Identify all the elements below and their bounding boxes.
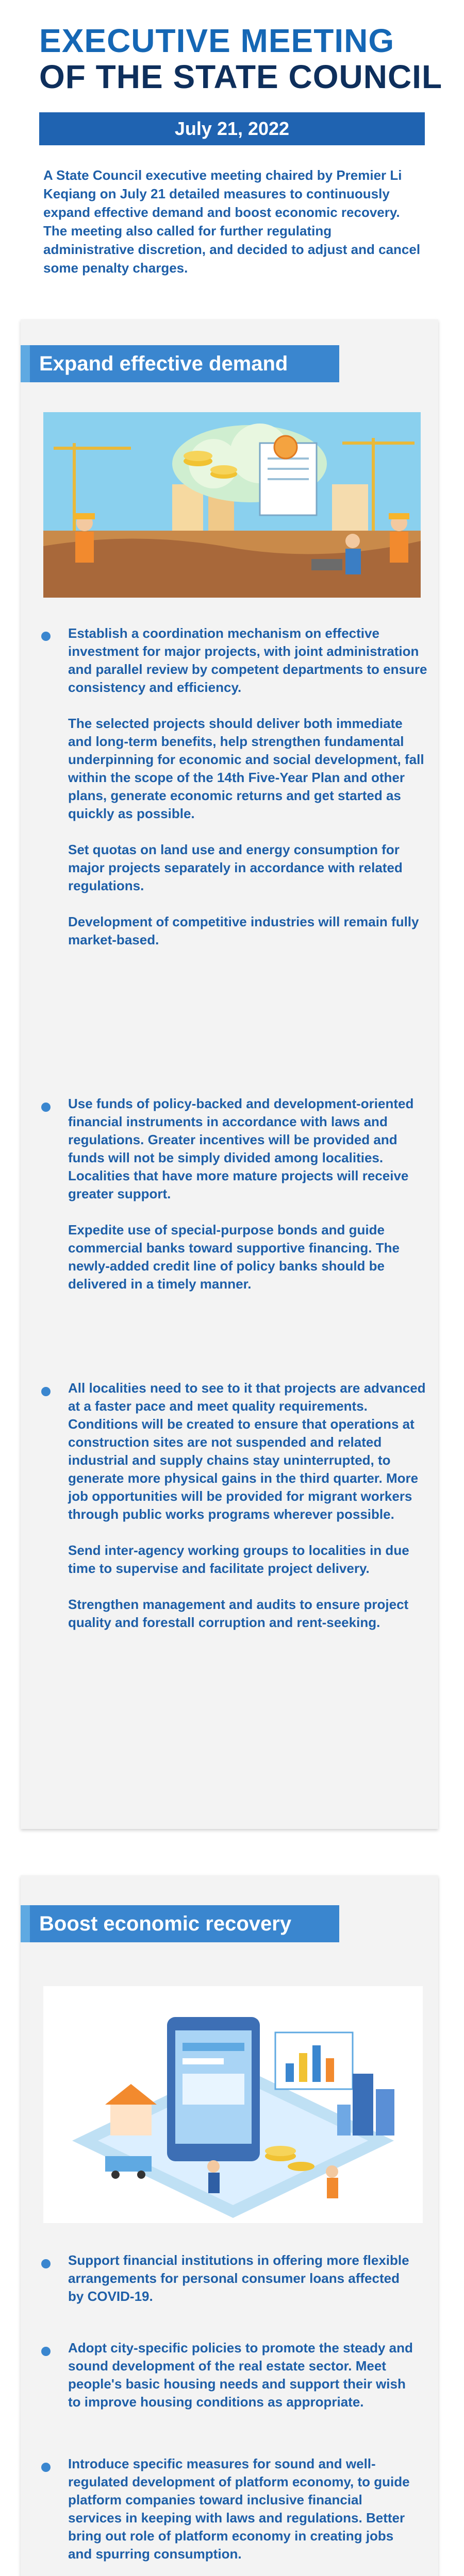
- platform-economy-illustration: [43, 1986, 423, 2223]
- paragraph: Use funds of policy-backed and development-oriented financial instruments in accordance with laws and regulations. Greater incentives will be provided and funds will not be simply divided among localities. Localities that have more mature projects will receive greater support.: [68, 1096, 414, 1201]
- bullet-icon: [41, 1387, 51, 1396]
- section-title-boost-recovery: Boost economic recovery: [30, 1905, 339, 1942]
- date-banner: July 21, 2022: [39, 112, 425, 145]
- list-item-group: [68, 624, 429, 949]
- bullet-icon: [41, 2259, 51, 2268]
- paragraph: The selected projects should deliver both immediate and long-term benefits, help strengthen fundamental underpinning for economic and social development, fall within the scope of the 14th Five-Year Plan and other plans, generate economic returns and get started as quickly as possible.: [68, 716, 424, 821]
- list-item-group: [68, 1095, 429, 1293]
- bullet-icon: [41, 1103, 51, 1112]
- page-title-line1: EXECUTIVE MEETING: [39, 22, 395, 59]
- list-item: [68, 2339, 419, 2411]
- paragraph: Strengthen management and audits to ensure project quality and forestall corruption and rent-seeking.: [68, 1597, 409, 1630]
- paragraph: Send inter-agency working groups to localities in due time to supervise and facilitate project delivery.: [68, 1543, 409, 1576]
- intro-paragraph: A State Council executive meeting chaired by Premier Li Keqiang on July 21 detailed measures to continuously expand effective demand and boost economic recovery. The meeting also called for further regulating administrative discretion, and decided to adjust and cancel some penalty charges.: [43, 167, 421, 276]
- paragraph: Establish a coordination mechanism on effective investment for major projects, with joint administration and parallel review by competent departments to ensure consistency and efficiency.: [68, 625, 427, 695]
- bullet-icon: [41, 2347, 51, 2356]
- paragraph: All localities need to see to it that projects are advanced at a faster pace and meet quality requirements. Conditions will be created to ensure that operations at construction sites are not suspended and related industrial and supply chains stay uninterrupted, to generate more physical gains in the third quarter. More job opportunities will be provided for migrant workers through public works programs wherever possible.: [68, 1380, 426, 1522]
- construction-illustration: [43, 412, 421, 598]
- page-title-line2: OF THE STATE COUNCIL: [39, 58, 443, 95]
- paragraph: Support financial institutions in offering more flexible arrangements for personal consumer loans affected by COVID-19.: [68, 2252, 409, 2304]
- section-title-expand-demand: Expand effective demand: [30, 345, 339, 382]
- list-item: [68, 2251, 419, 2306]
- paragraph: Set quotas on land use and energy consumption for major projects separately in accordance with related regulations.: [68, 842, 403, 893]
- bullet-icon: [41, 632, 51, 641]
- list-item-group: [68, 1379, 429, 1632]
- list-item: [68, 2455, 419, 2563]
- paragraph: Expedite use of special-purpose bonds and guide commercial banks toward supportive financing. The newly-added credit line of policy banks should be delivered in a timely manner.: [68, 1222, 400, 1292]
- bullet-icon: [41, 2463, 51, 2472]
- paragraph: Development of competitive industries will remain fully market-based.: [68, 914, 419, 947]
- paragraph: Introduce specific measures for sound and well-regulated development of platform economy, to guide platform companies toward inclusive financial services in keeping with laws and regulations. Better bring out role of platform economy in creating jobs and spurring consumption.: [68, 2456, 410, 2562]
- paragraph: Adopt city-specific policies to promote the steady and sound development of the real estate sector. Meet people's basic housing needs and support their wish to improve housing conditions as appropriate.: [68, 2340, 413, 2410]
